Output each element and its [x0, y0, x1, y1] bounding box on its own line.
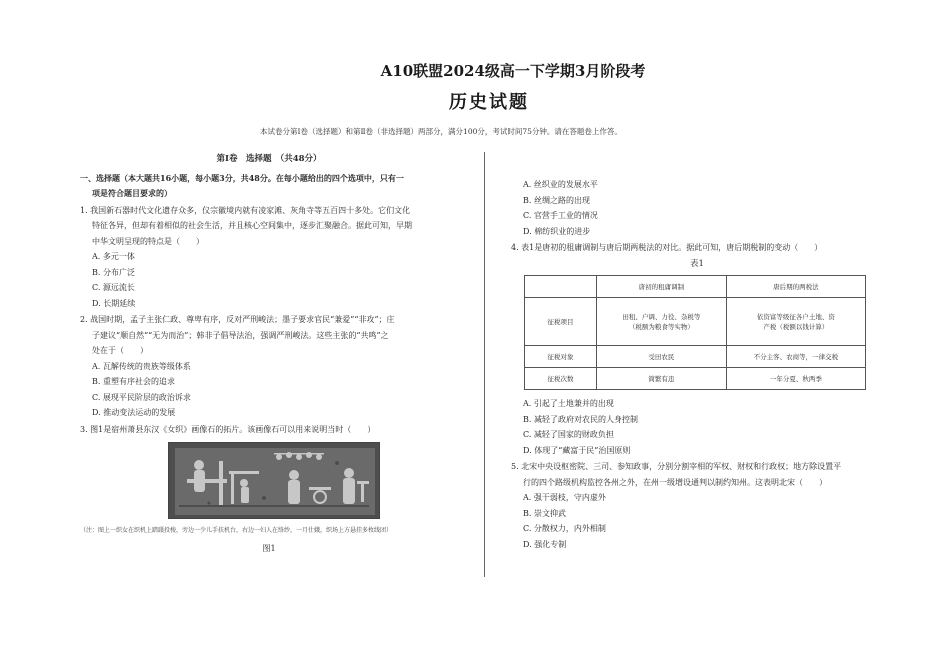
table-row-tax-times [525, 368, 866, 390]
q2-option-b: B. 重塑有序社会的追求 [92, 377, 175, 386]
q4-option-a: A. 引起了土地兼并的出现 [523, 399, 614, 408]
tax-comparison-table [524, 275, 866, 390]
table-header-liangshuifa: 唐后期的两税法 [726, 276, 865, 298]
q2-line2: 子建议“顺自然”“无为而治”；韩非子倡导法治，强调严刑峻法。这些主张的“共鸣”之 [92, 330, 389, 340]
section-heading-line1: 一、选择题（本大题共16小题，每小题3分，共48分。在每小题给出的四个选项中，只有一 [80, 172, 404, 183]
table-cell: 简繁有违 [597, 368, 727, 390]
figure-1-note: （注：图上一织女在织机上踏蹑投梭，旁边一少儿手扶机台，右边一妇人在络纱，一月仕娥，织场上方悬挂多枚线团） [80, 527, 393, 534]
figure-1-stone-rubbing [168, 442, 380, 519]
q1-option-c: C. 源远流长 [92, 283, 135, 292]
table-corner-cell [525, 276, 597, 298]
q3-option-b: B. 丝绸之路的出现 [523, 195, 590, 205]
table-cell: 受田农民 [597, 346, 727, 368]
q5-option-a: A. 强干弱枝，守内虚外 [523, 493, 606, 502]
q5-option-d: D. 强化专制 [523, 539, 567, 549]
table-row-label: 征税项目 [525, 298, 597, 346]
right-column [511, 177, 883, 552]
q4-line1: 4. 表1是唐初的租庸调制与唐后期两税法的对比。据此可知，唐后期税制的变动（ ） [511, 243, 823, 252]
figure-1-label: 图1 [262, 543, 276, 553]
table-row-tax-objects [525, 346, 866, 368]
table-header-zuyongdiao: 唐初的租庸调制 [597, 276, 727, 298]
q4-option-b: B. 减轻了政府对农民的人身控制 [523, 414, 638, 424]
q1-option-d: D. 长期延续 [92, 298, 136, 308]
q1-option-b: B. 分布广泛 [92, 267, 135, 277]
question-2 [80, 312, 458, 421]
exam-title: A10联盟2024级高一下学期3月阶段考 [380, 62, 646, 80]
question-1 [80, 203, 458, 312]
left-column [80, 152, 458, 556]
q2-line1: 2. 战国时期，孟子主张仁政、尊卑有序，反对严刑峻法；墨子要求官民“兼爱”“非攻”；庄 [80, 315, 395, 324]
question-5 [511, 459, 883, 552]
q3-option-c: C. 官营手工业的情况 [523, 211, 598, 220]
table-1-caption: 表1 [690, 258, 704, 269]
section-heading-line2: 项是符合题目要求的） [92, 188, 172, 198]
table-cell [726, 298, 865, 346]
q1-line3: 中华文明呈现的特点是（ ） [92, 236, 204, 246]
table-row-tax-items [525, 298, 866, 346]
q3-option-d: D. 棉纺织业的进步 [523, 226, 591, 236]
subject-title: 历史试题 [449, 92, 529, 113]
q1-line1: 1. 我国新石器时代文化遗存众多，仪宗徽境内就有凌家滩、灰角寺等五百四十多处。它们文化 [80, 205, 411, 215]
q5-option-c: C. 分散权力，内外相制 [523, 524, 606, 533]
q5-line2: 行的四个路级机构监控各州之外，在州一级增设通判以制约知州。这表明北宋（ ） [523, 477, 827, 487]
exam-instructions: 本试卷分第Ⅰ卷（选择题）和第Ⅱ卷（非选择题）两部分，满分100分，考试时间75分钟。请在答题卷上作答。 [260, 127, 622, 136]
section-title: 第Ⅰ卷 选择题 （共48分） [216, 154, 322, 164]
q2-option-c: C. 展现平民阶层的政治诉求 [92, 392, 191, 402]
table-header-row [525, 276, 866, 298]
table-cell-line: 产税（税额以钱计算） [763, 322, 829, 331]
question-4 [511, 240, 883, 458]
q5-option-b: B. 崇文抑武 [523, 508, 566, 518]
table-row-label: 征税次数 [525, 368, 597, 390]
table-row-label: 征税对象 [525, 346, 597, 368]
q2-option-d: D. 推动变法运动的发展 [92, 408, 176, 417]
q2-line3: 处在于（ ） [92, 346, 148, 355]
rubbing-illustration [169, 443, 380, 519]
table-cell: 不分主客、农商等，一律交税 [726, 346, 865, 368]
q1-line2: 特征各异，但却有着相似的社会生活，并且核心空间集中，逐步汇聚融合。据此可知，早期 [92, 221, 412, 230]
q3-line1: 3. 图1是宿州萧县东汉《女织》画像石的拓片。该画像石可以用来说明当时（ ） [80, 424, 376, 434]
q5-line1: 5. 北宋中央设枢密院、三司、参知政事，分别分割宰相的军权、财权和行政权；地方除设置平 [511, 462, 842, 471]
table-cell-line: （税额为粮食等实物） [628, 322, 694, 331]
question-3 [80, 422, 458, 557]
table-cell: 一年分夏、秋两季 [726, 368, 865, 390]
table-cell-line: 依资富等级征各户土地、资 [756, 312, 835, 321]
table-cell [597, 298, 727, 346]
column-divider [484, 152, 485, 577]
q4-option-c: C. 减轻了国家的财政负担 [523, 430, 614, 439]
table-cell-line: 田租、户调、力役、杂税等 [622, 312, 701, 321]
q1-option-a: A. 多元一体 [92, 252, 135, 261]
q4-option-d: D. 体现了“藏富于民”治国原则 [523, 445, 631, 455]
q2-option-a: A. 瓦解传统的贵族等级体系 [92, 361, 191, 371]
q3-option-a: A. 丝织业的发展水平 [523, 180, 598, 189]
